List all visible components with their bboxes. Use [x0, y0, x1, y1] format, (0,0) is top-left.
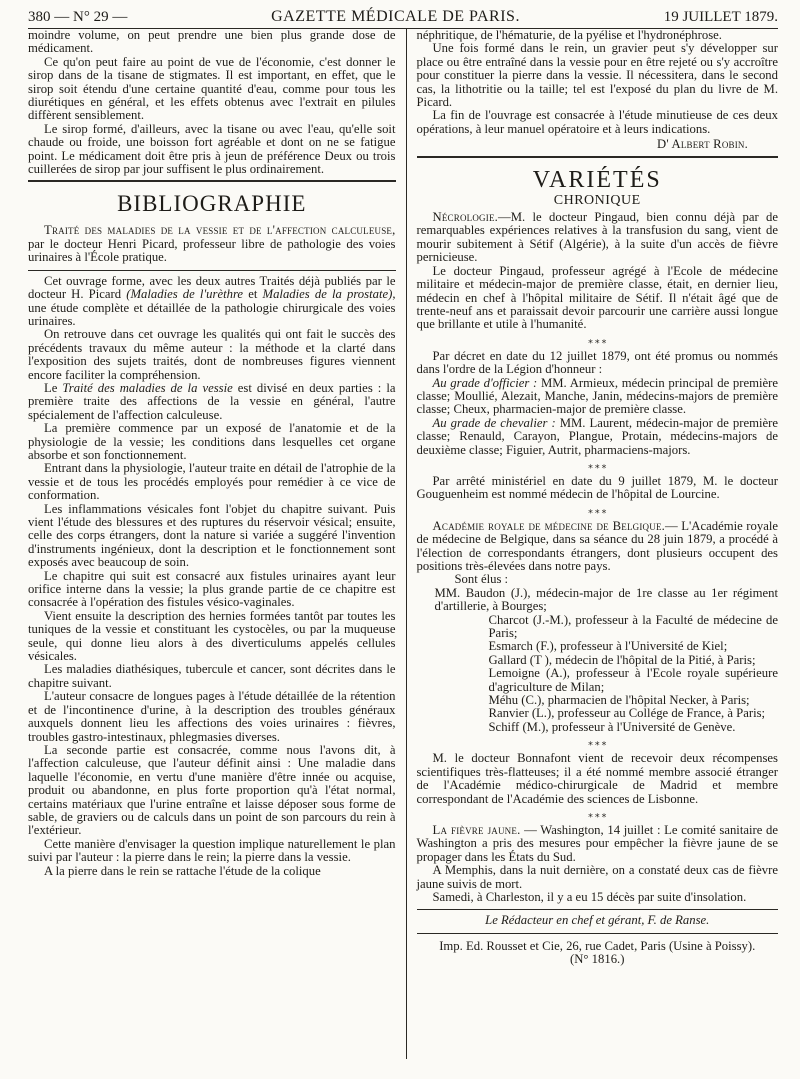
paragraph: On retrouve dans cet ouvrage les qualités qui ont fait le succès des précédents travaux du même auteur : la méthode et la clarté dans l'exposition des sujets traités, dont de nombreuses figures viennent encore faciliter la compréhension.	[28, 327, 396, 382]
italic-text: Maladies de la prostate)	[262, 287, 393, 302]
paragraph: Ce qu'on peut faire au point de vue de l'économie, c'est donner le sirop dans de la tisane de stigmates. Il est important, en effet, que le sirop soit étendu d'une certaine quantité d'eau, comme pour tous les diurétiques en général, et les effets obtenus avec l'extrait en pilules diffèrent sensiblement.	[28, 54, 396, 123]
fievre-jaune-heading: La fièvre jaune.	[432, 822, 521, 837]
academie-heading: Académie royale de médecine de Belgique.	[432, 518, 666, 533]
italic-text: Traité des maladies de la vessie	[62, 380, 233, 395]
paragraph: Le sirop formé, d'ailleurs, avec la tisane ou avec l'eau, qu'elle soit chaude ou froide, une boisson fort agréable et dont on ne se fatigue point. Le médicament doit être pris à jeun de préférence Deux ou trois cuillerées de sirop par jour suffisent le plus ordinairement.	[28, 121, 396, 177]
paragraph	[28, 275, 396, 329]
paragraph: néphritique, de l'hématurie, de la pyélise et l'hydronéphrose.	[416, 28, 722, 42]
text: — Washington, 14 juillet : Le comité sanitaire de Washington a pris des mesures pour empêcher la fièvre jaune de se propager dans les États du Sud.	[416, 822, 778, 864]
editor-line: Le Rédacteur en chef et gérant, F. de Ranse.	[485, 913, 710, 928]
text: Le	[44, 380, 63, 395]
italic-text: (Maladies de l'urèthre	[126, 287, 244, 302]
journal-title: GAZETTE MÉDICALE DE PARIS.	[271, 8, 520, 25]
section-divider	[417, 156, 779, 160]
text: est divisé en deux parties : la première traite des affections de la vessie en général, l'autre spécialement de l'affection calculeuse.	[28, 380, 396, 422]
signature: D' Albert Robin.	[656, 137, 748, 152]
issue-number: (N° 1816.)	[570, 952, 625, 967]
text: MM. Laurent, médecin-major de première classe; Renauld, Carayon, Plangue, Protain, médecins-majors de deuxième classe; Figuier, Autrit, pharmaciens-majors.	[416, 415, 778, 457]
paragraph: Le chapitre qui suit est consacré aux fistules urinaires ayant leur orifice interne dans la vessie; la plus grande partie de ce chapitre est consacrée à l'opération des fistules vésico-vaginales.	[28, 568, 396, 610]
asterism: ⁎ ⁎ ⁎	[588, 737, 607, 748]
page-number: 380 — N° 29 —	[28, 9, 128, 25]
paragraph: A la pierre dans le rein se rattache l'étude de la colique	[44, 863, 321, 878]
list-item: Ranvier (L.), professeur au Collége de France, à Paris;	[488, 706, 766, 721]
elus-label: Sont élus :	[454, 572, 509, 587]
issue-date: 19 JUILLET 1879.	[663, 9, 778, 25]
chronique-subtitle: CHRONIQUE	[553, 192, 641, 208]
paragraph: Le docteur Pingaud, professeur agrégé à l'Ecole de médecine militaire et médecin-major de première classe, était, en dernier lieu, médecin en chef à l'hôpital militaire de Sétif. Il n'était âgé que de trente-neuf ans et paraissait devoir parcourir une carrière aussi longue que brillante et utile à l'humanité.	[416, 263, 778, 332]
italic-text: Au grade de chevalier :	[432, 415, 556, 430]
paragraph: Les maladies diathésiques, tubercule et cancer, sont décrites dans le chapitre suivant.	[28, 662, 396, 690]
text: et	[243, 287, 263, 302]
asterism: ⁎ ⁎ ⁎	[588, 334, 607, 345]
left-column	[28, 29, 406, 1059]
paragraph: L'auteur consacre de longues pages à l'étude détaillée de la rétention et de l'incontinence d'urine, à la description des troubles généraux auxquels donnent lieu les affections des voies urinaires : fièvres, troubles gastro-intestinaux, phlegmasies diverses.	[28, 689, 396, 744]
book-title: Traité des maladies de la vessie et de l'affection calculeuse,	[44, 223, 396, 238]
paragraph: A Memphis, dans la nuit dernière, on a constaté deux cas de fièvre jaune suivis de mort.	[416, 863, 778, 891]
paragraph: Cette manière d'envisager la question implique naturellement le plan suivi par l'auteur : la pierre dans le rein; la pierre dans la vessie.	[28, 836, 396, 865]
book-heading	[28, 224, 396, 264]
list-item: Esmarch (F.), professeur à l'Université de Kiel;	[488, 639, 728, 654]
columns	[28, 29, 778, 1059]
list-item: Lemoigne (A.), professeur à l'Ecole royale supérieure d'agriculture de Milan;	[488, 666, 778, 694]
paragraph	[417, 377, 779, 417]
paragraph	[28, 382, 396, 422]
text: MM. Armieux, médecin principal de première classe; Moullié, Alezait, Manche, Janin, médecins-majors de première classe; Cheux, pharmacien-major de première classe.	[416, 375, 779, 417]
paragraph: Une fois formé dans le rein, un gravier peut s'y développer sur place ou être entraîné dans la vessie pour en être rejeté ou s'y accroître pour constituer la pierre dans la vessie. Il nécessitera, dans le second cas, la lithotritie ou la taille; tel est l'exposé du plan du livre de M. Picard.	[416, 41, 778, 110]
necrologie-heading: Nécrologie.	[432, 210, 499, 225]
list-item: Schiff (M.), professeur à l'Université de Genève.	[488, 719, 736, 734]
paragraph	[417, 417, 779, 457]
list-item: Méhu (C.), pharmacien de l'hôpital Necker, à Paris;	[488, 693, 750, 708]
asterism: ⁎ ⁎ ⁎	[588, 504, 607, 515]
text: Cet ouvrage forme, avec les deux autres Traités déjà publiés par le docteur H. Picard	[28, 273, 396, 302]
divider	[417, 909, 779, 910]
paragraph: Les inflammations vésicales font l'objet du chapitre suivant. Puis vient l'étude des blessures et des ruptures du réservoir vésical; ensuite, celle des corps étrangers, dont la nature si variée a suggéré l'invention d'instruments ingénieux, dont la description et le fonctionnement sont exposés avec beaucoup de soin.	[28, 501, 396, 570]
paragraph: Samedi, à Charleston, il y a eu 15 décès par suite d'insolation.	[432, 889, 747, 904]
paragraph: La première commence par un exposé de l'anatomie et de la physiologie de la vessie; les conditions dans lesquelles cet organe absorbe et son fonctionnement.	[28, 421, 396, 462]
text: —M. le docteur Pingaud, bien connu déjà par de remarquables expériences relatives à la transfusion du sang, vient de mourir subitement à Sétif (Algérie), à la suite d'un accès de fièvre pernicieuse.	[416, 210, 778, 265]
bibliography-title: BIBLIOGRAPHIE	[117, 191, 307, 217]
paragraph	[417, 520, 779, 574]
list-item: MM. Baudon (J.), médecin-major de 1re classe au 1er régiment d'artillerie, à Bourges;	[434, 585, 778, 614]
paragraph	[417, 824, 779, 864]
paragraph: M. le docteur Bonnafont vient de recevoir deux récompenses scientifiques très-flatteuses; il a été nommé membre associé étranger de l'Académie médico-chirurgicale de Madrid et membre correspondant de l'Académie des sciences de Lisbonne.	[416, 751, 778, 806]
right-column	[407, 29, 779, 1059]
paragraph: Par arrêté ministériel en date du 9 juillet 1879, M. le docteur Gouguenheim est nommé médecin de l'hôpital de Lourcine.	[416, 473, 778, 502]
list-item: Charcot (J.-M.), professeur à la Faculté de médecine de Paris;	[488, 612, 778, 641]
paragraph: La seconde partie est consacrée, comme nous l'avons dit, à l'affection calculeuse, que l'auteur définit ainsi : Une maladie dans laquelle l'économie, en vertu d'une manière d'être innée ou acquise, produit ou abandonne, en plus forte proportion qu'à l'état normal, certains matériaux que l'urine entraîne et laisse déposer sous forme de sable, de graviers ou de calculs dans un point de son parcours du rein à l'extérieur.	[28, 742, 396, 838]
list-item: Gallard (T ), médecin de l'hôpital de la Pitié, à Paris;	[488, 652, 756, 667]
paragraph	[417, 211, 779, 265]
varietes-title: VARIÉTÉS	[532, 166, 662, 193]
page-header	[28, 8, 778, 29]
divider	[28, 270, 396, 271]
section-divider	[28, 180, 396, 184]
book-author: par le docteur Henri Picard, professeur libre de pathologie des voies urinaires à l'École pratique.	[28, 236, 396, 265]
paragraph: Par décret en date du 12 juillet 1879, ont été promus ou nommés dans l'ordre de la Légion d'honneur :	[416, 348, 778, 377]
paragraph: moindre volume, on peut prendre une bien plus grande dose de médicament.	[28, 28, 396, 56]
text: , une étude complète et détaillée de la pathologie chirurgicale des voies urinaires.	[28, 287, 396, 328]
text: — L'Académie royale de médecine de Belgique, dans sa séance du 28 juin 1879, a procédé à l'élection de correspondants étrangers, dont plusieurs occupent des positions très-élevées dans notre pays.	[416, 518, 778, 573]
italic-text: Au grade d'officier :	[432, 375, 538, 390]
paragraph: Entrant dans la physiologie, l'auteur traite en détail de l'atrophie de la vessie et de tous les procédés employés pour remédier à ce vice de conformation.	[28, 461, 396, 503]
asterism: ⁎ ⁎ ⁎	[588, 808, 607, 819]
printer-line: Imp. Ed. Rousset et Cie, 26, rue Cadet, Paris (Usine à Poissy).	[439, 938, 756, 953]
paragraph: Vient ensuite la description des hernies formées tantôt par toutes les tuniques de la vessie et constituant les cystocèles, ou par la muqueuse seule, qui donne lieu alors à des diverticulums appelés cellules vésicales.	[28, 608, 396, 664]
asterism: ⁎ ⁎ ⁎	[588, 459, 607, 470]
paragraph: La fin de l'ouvrage est consacrée à l'étude minutieuse de ces deux opérations, à leur manuel opératoire et à leurs indications.	[416, 108, 778, 136]
divider	[417, 933, 779, 934]
